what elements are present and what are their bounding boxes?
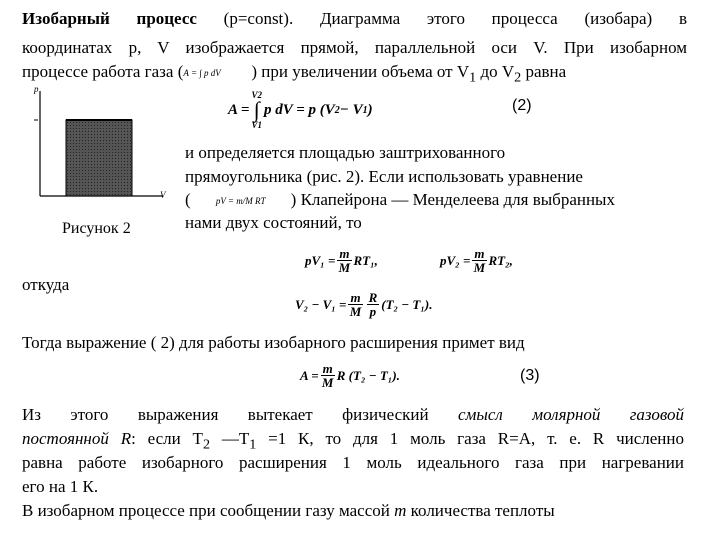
equation-volume-difference: V₂ − V₁ = $\frac{m}{M}$ $\frac{R}{p}$ (T₂ − T₁). <box>295 290 433 319</box>
fraction-m-over-M: $\frac{m}{M}$ <box>338 246 351 275</box>
paragraph2-line4: нами двух состояний, то <box>185 213 362 232</box>
inline-clapeyron-formula: pV = m/M RT <box>215 196 266 207</box>
paragraph2-line1: и определяется площадью заштрихованного <box>185 143 506 162</box>
paragraph3-line5: В изобарном процессе при сообщении газу массой m количества теплоты <box>22 501 555 520</box>
word-otkuda: откуда <box>22 275 70 294</box>
paragraph3-line1: Из этого выражения вытекает физический смысл молярной газовой <box>22 405 684 424</box>
paragraph3-line4: его на 1 К. <box>22 477 99 496</box>
paragraph2-line3: ( pV = m/M RT ) Клапейрона — Менделеева для выбранных <box>185 189 615 212</box>
fraction-m-over-M: $\frac{m}{M}$ <box>349 290 362 319</box>
equation-state-2: pV₂ = $\frac{m}{M}$ RT₂, <box>440 246 513 275</box>
fraction-R-over-p: $\frac{R}{p}$ <box>368 290 378 319</box>
equation-2-number: (2) <box>512 97 532 114</box>
equation-state-1: pV₁ = $\frac{m}{M}$ RT₁, <box>305 246 378 275</box>
fraction-m-over-M: $\frac{m}{M}$ <box>473 246 486 275</box>
figure-caption: Рисунок 2 <box>62 220 131 237</box>
axis-v-label: V <box>160 190 166 200</box>
paragraph3-line2: постоянной R: если $T_2$ $—T_1 =1$ К, то для 1 моль газа R=A, т. е. R численно <box>22 429 684 453</box>
axis-p-label: p <box>34 84 39 94</box>
paragraph1-line1: Изобарный процесс (p=const). Диаграмма этого процесса (изобара) в <box>22 9 687 28</box>
paragraph3-line3: равна работе изобарного расширения 1 моль идеального газа при нагревании <box>22 453 684 472</box>
paragraph1-line3: процессе работа газа (A = ∫ p dV ) при увеличении объема от $V_1$ до $V_2$ равна <box>22 62 567 86</box>
paragraph2-line2: прямоугольника (рис. 2). Если использовать уравнение <box>185 167 583 186</box>
then-line: Тогда выражение ( 2) для работы изобарного расширения примет вид <box>22 333 525 352</box>
term-isobaric-process: Изобарный процесс <box>22 9 197 28</box>
integral-sign: V2 ∫ V1 <box>251 90 262 130</box>
equation-3-number: (3) <box>520 367 540 384</box>
inline-work-formula: A = ∫ p dV <box>183 68 221 79</box>
equation-2: A = V2 ∫ V1 p dV = p (V 2 − V 1 ) <box>228 90 373 130</box>
equation-3: A = $\frac{m}{M}$ R (T₂ − T₁). <box>300 361 400 390</box>
fraction-m-over-M: $\frac{m}{M}$ <box>321 361 334 390</box>
isobar-diagram <box>28 86 168 206</box>
paragraph1-line2: координатах p, V изображается прямой, параллельной оси V. При изобарном <box>22 38 687 57</box>
